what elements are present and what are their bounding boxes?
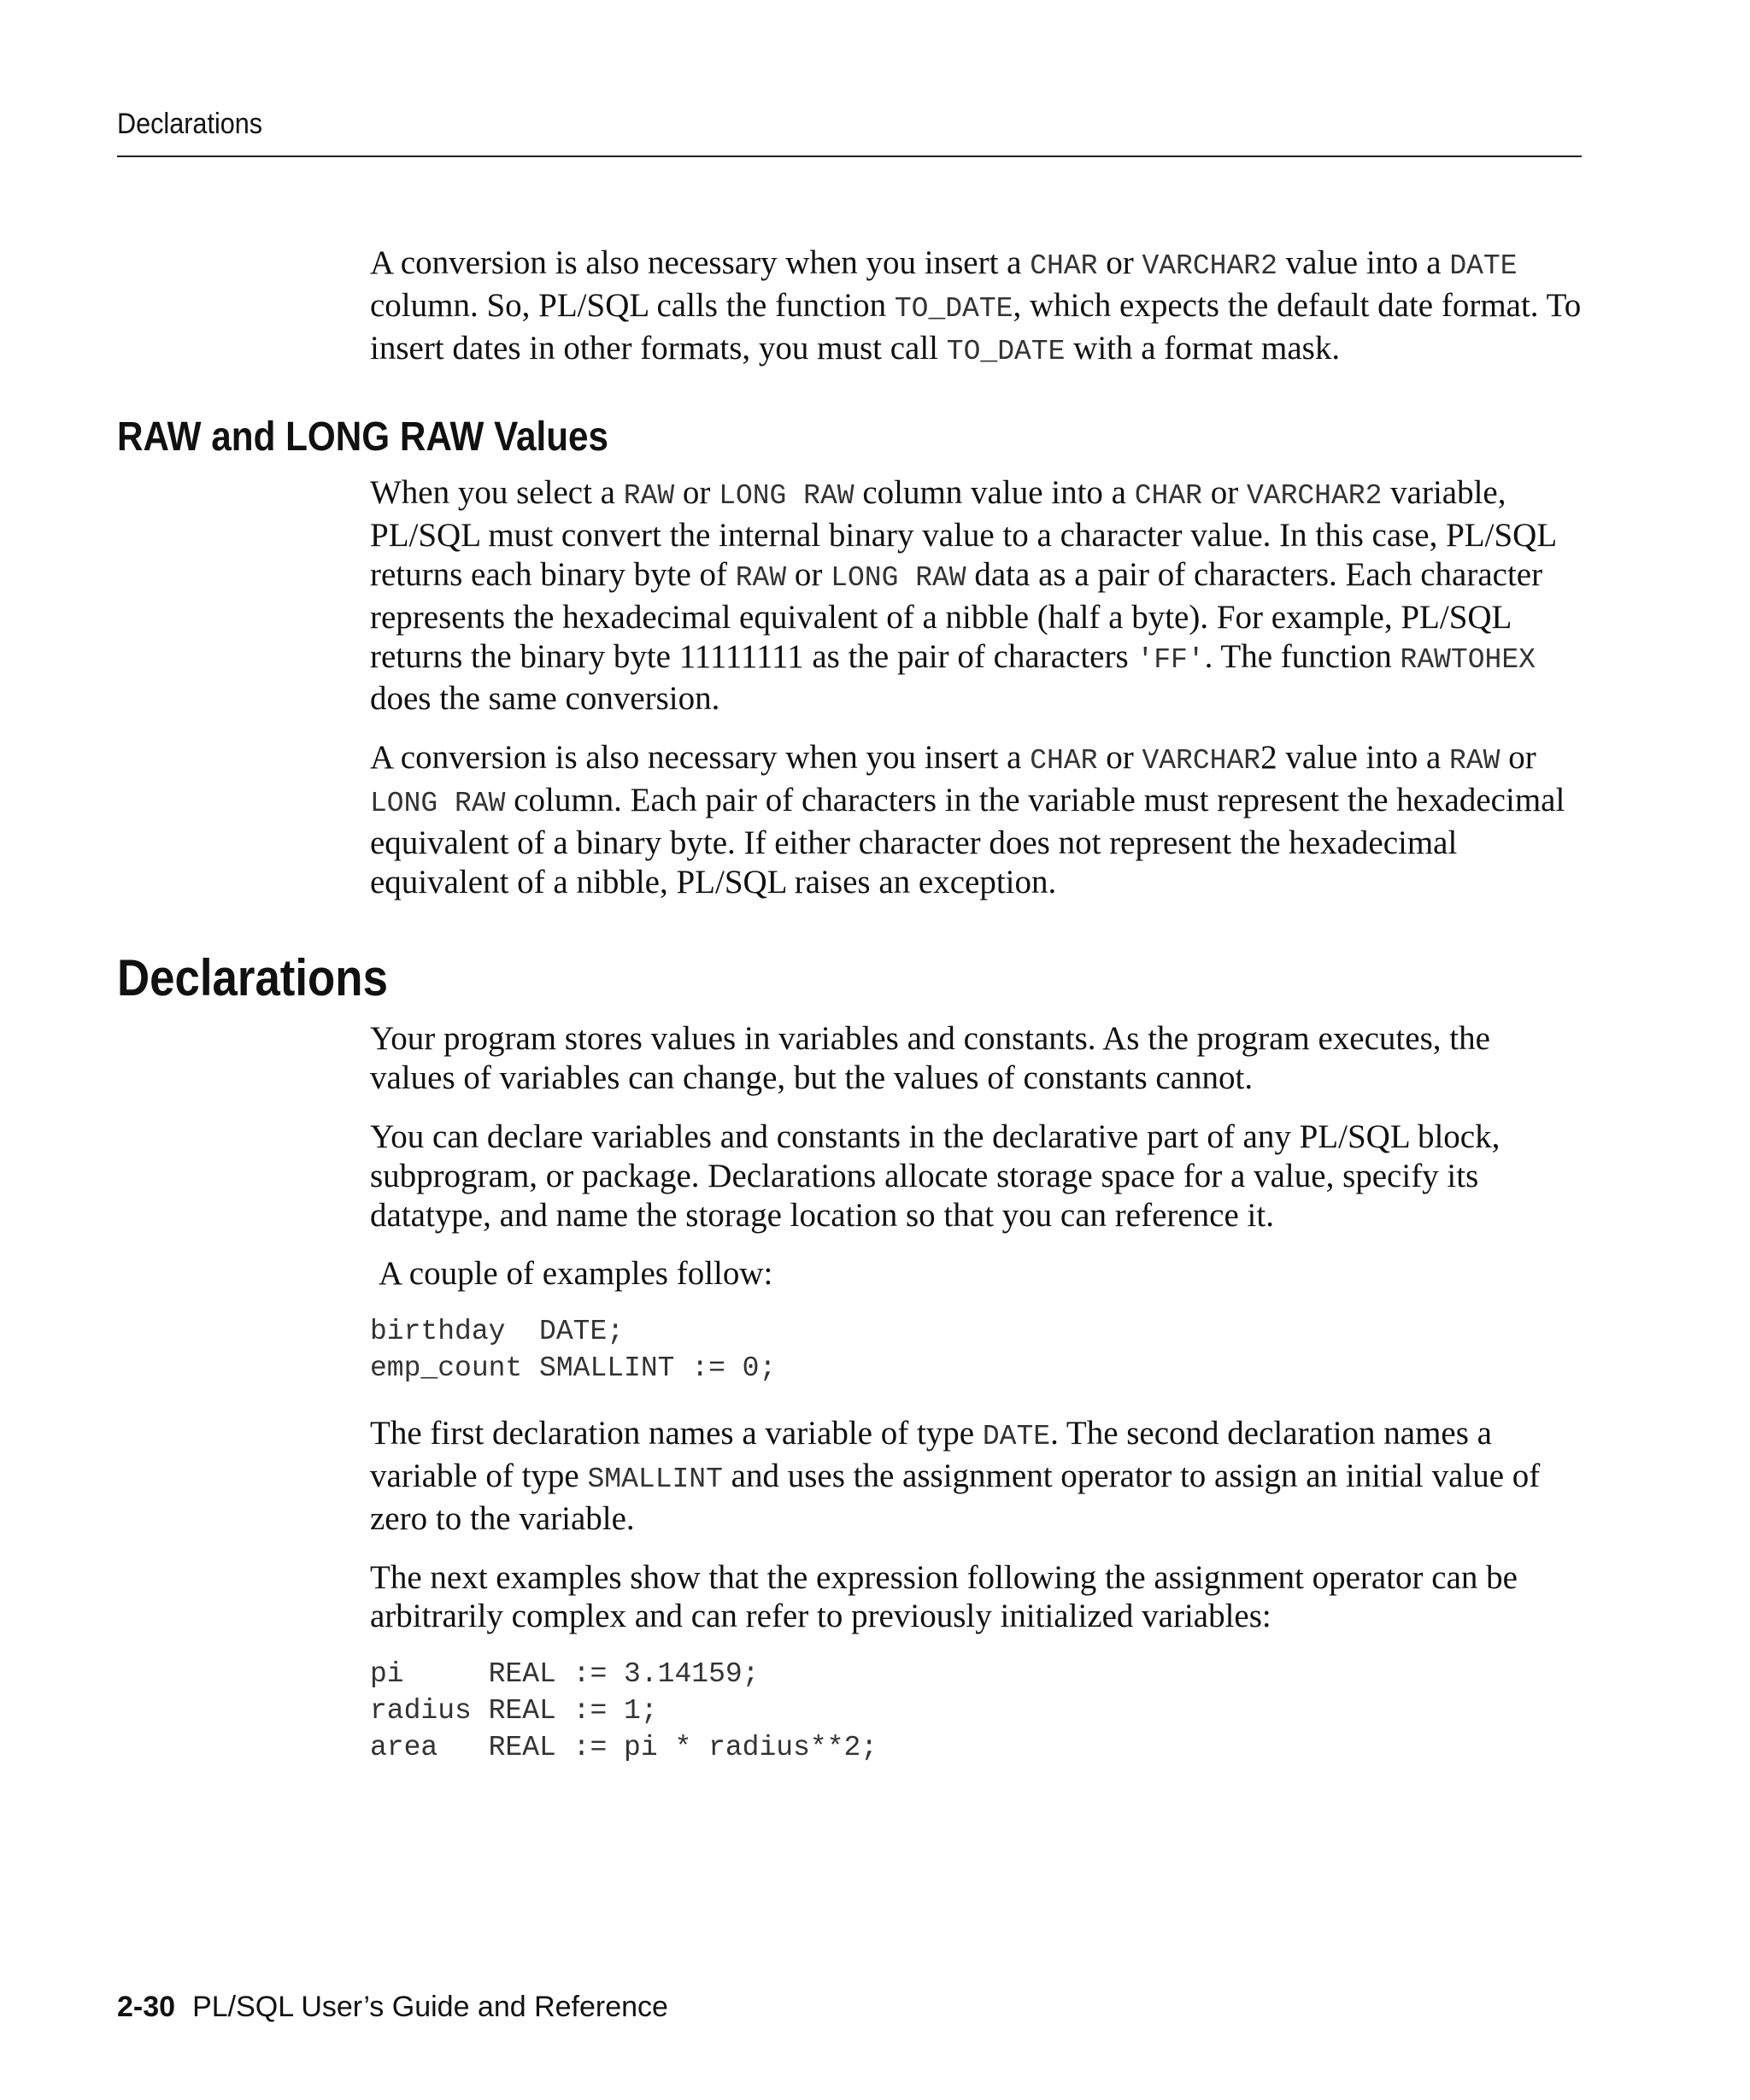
text: data as a pair of characters. Each character represents the hexadecimal equivalent of a nibble (half a byte). For example, PL/SQL returns the binary byte 11111111 as the pair of characters <box>370 555 1543 675</box>
text: . The second declaration names a variable of type <box>370 1415 1492 1494</box>
text: or <box>674 474 719 512</box>
text: and uses the assignment operator to assign an initial value of zero to the variable. <box>370 1457 1541 1537</box>
book-title: PL/SQL User’s Guide and Reference <box>192 1991 668 2023</box>
text: or <box>1201 474 1247 512</box>
page-number: 2-30 <box>117 1991 176 2023</box>
text: . The function <box>1204 637 1401 675</box>
code-inline: TO_DATE <box>946 335 1066 367</box>
text: column. Each pair of characters in the variable must represent the hexadecimal equivalent of a binary byte. If either character does not represent the hexadecimal equivalent of a nibble, PL/SQL raises an exception. <box>370 781 1565 900</box>
text: does the same conversion. <box>370 680 720 718</box>
intro-paragraph <box>370 243 1583 371</box>
text: The first declaration names a variable of type <box>370 1415 983 1452</box>
code-inline: RAW <box>623 480 675 513</box>
page-footer <box>117 1991 668 2024</box>
decl-paragraph-3: A couple of examples follow: <box>379 1255 773 1293</box>
decl-paragraph-2: You can declare variables and constants in the declarative part of any PL/SQL block, subprogram, or package. Declarations allocate storage space for a value, specify its datatype, and name the storage location so that you can reference it. <box>370 1117 1500 1234</box>
section-heading-declarations: Declarations <box>117 949 388 1007</box>
text: or <box>786 555 831 593</box>
code-inline: RAW <box>735 561 787 594</box>
code-inline: DATE <box>1449 250 1518 282</box>
decl-paragraph-5: The next examples show that the expression following the assignment operator can be arbitrarily complex and can refer to previously initialized variables: <box>370 1558 1518 1635</box>
code-inline: VARCHAR <box>1142 745 1261 777</box>
text: or <box>1500 739 1536 777</box>
header-rule <box>117 155 1582 157</box>
text: When you select a <box>370 474 624 512</box>
code-inline: LONG RAW <box>719 480 854 513</box>
code-example-1: birthday DATE; emp_count SMALLINT := 0; <box>370 1316 777 1385</box>
code-inline: VARCHAR2 <box>1142 250 1277 282</box>
text: 2 value into a <box>1260 739 1450 777</box>
text: variable, PL/SQL must convert the internal binary value to a character value. In this case, PL/SQL returns each binary byte of <box>370 474 1556 593</box>
text: or <box>1097 739 1142 777</box>
code-inline: CHAR <box>1030 745 1098 777</box>
text: value into a <box>1277 244 1450 281</box>
text: with a format mask. <box>1065 329 1341 367</box>
code-inline: SMALLINT <box>587 1463 723 1495</box>
text: A conversion is also necessary when you insert a <box>370 244 1031 281</box>
code-inline: RAWTOHEX <box>1400 643 1536 676</box>
code-inline: VARCHAR2 <box>1246 480 1383 513</box>
code-inline: 'FF' <box>1136 643 1205 676</box>
code-inline: DATE <box>982 1421 1051 1453</box>
text: A conversion is also necessary when you insert a <box>370 739 1031 777</box>
text: , which expects the default date format. To insert dates in other formats, you must call <box>370 286 1582 367</box>
code-example-2: pi REAL := 3.14159; radius REAL := 1; area REAL := pi * radius**2; <box>370 1658 878 1764</box>
raw-paragraph-1 <box>370 473 1583 719</box>
running-head: Declarations <box>117 108 263 140</box>
text: column value into a <box>854 474 1135 512</box>
code-inline: LONG RAW <box>831 561 966 594</box>
section-heading-raw: RAW and LONG RAW Values <box>117 414 609 460</box>
code-inline: CHAR <box>1030 250 1098 282</box>
code-inline: CHAR <box>1134 480 1202 513</box>
decl-paragraph-1: Your program stores values in variables and constants. As the program executes, the values of variables can change, but the values of constants cannot. <box>370 1020 1490 1097</box>
text: or <box>1097 244 1142 281</box>
code-inline: TO_DATE <box>894 292 1013 325</box>
code-inline: LONG RAW <box>370 787 506 819</box>
decl-paragraph-4 <box>370 1414 1583 1538</box>
page-content <box>117 243 1583 1793</box>
code-inline: RAW <box>1449 745 1500 777</box>
text: column. So, PL/SQL calls the function <box>370 286 895 324</box>
raw-paragraph-2 <box>370 738 1583 901</box>
